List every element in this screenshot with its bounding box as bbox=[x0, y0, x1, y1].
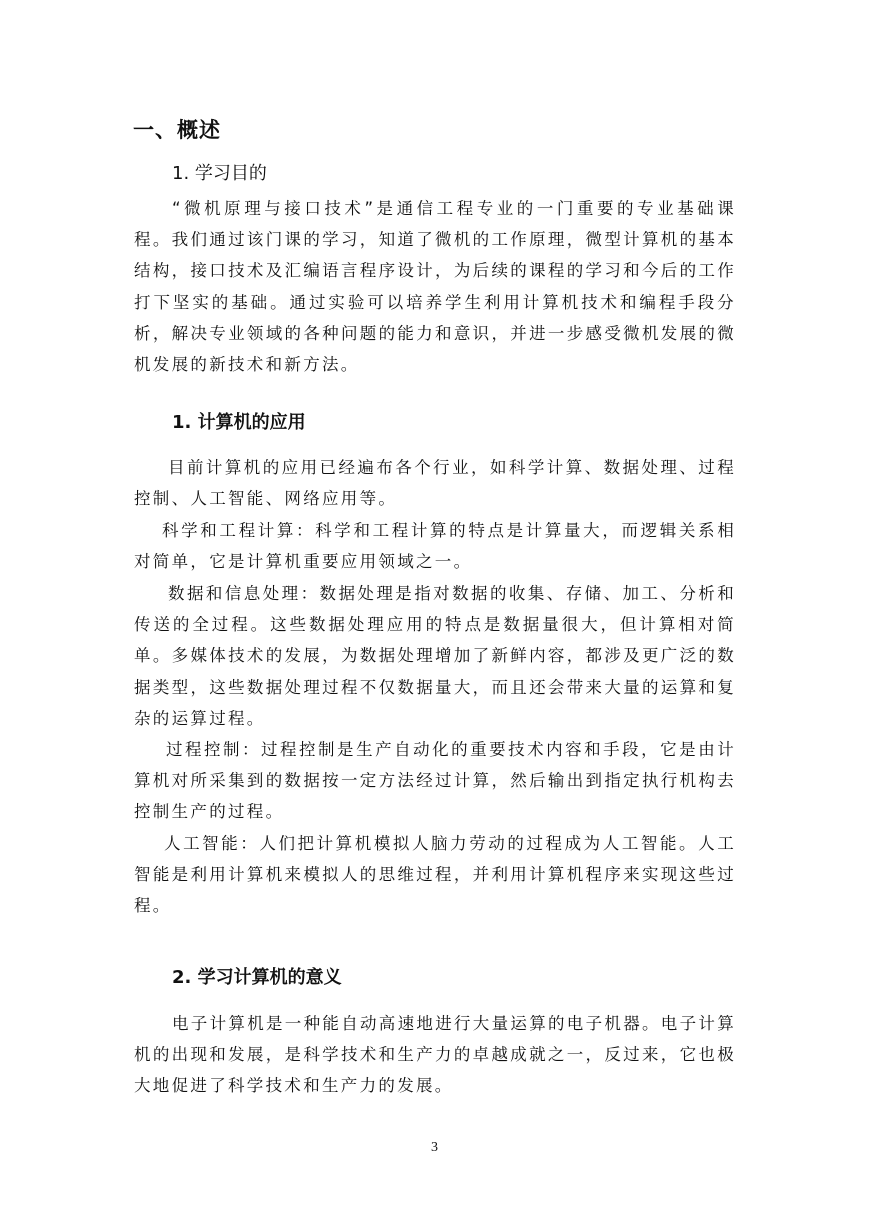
paragraph-applications-overview: 目前计算机的应用已经遍布各个行业，如科学计算、数据处理、过程控制、人工智能、网络应用等。 bbox=[134, 458, 736, 509]
page-number: 3 bbox=[431, 1140, 438, 1155]
paragraph-data-processing: 数据和信息处理：数据处理是指对数据的收集、存储、加工、分析和传送的全过程。这些数据处理应用的特点是数据量很大，但计算相对简单。多媒体技术的发展，为数据处理增加了新鲜内容，都涉及更广泛的数据类型，这些数据处理过程不仅数据量大，而且还会带来大量的运算和复杂的运算过程。 bbox=[134, 584, 736, 728]
paragraph-scientific-computing: 科学和工程计算：科学和工程计算的特点是计算量大，而逻辑关系相对简单，它是计算机重要应用领域之一。 bbox=[134, 521, 736, 572]
paragraph-study-purpose: “微机原理与接口技术”是通信工程专业的一门重要的专业基础课程。我们通过该门课的学习，知道了微机的工作原理，微型计算机的基本结构，接口技术及汇编语言程序设计，为后续的课程的学习和今后的工作打下坚实的基础。通过实验可以培养学生利用计算机技术和编程手段分析，解决专业领域的各种问题的能力和意识，并进一步感受微机发展的微机发展的新技术和新方法。 bbox=[134, 199, 736, 375]
section-title: 一、概述 bbox=[133, 118, 221, 142]
subheading-computer-applications: 1. 计算机的应用 bbox=[172, 412, 306, 433]
paragraph-artificial-intelligence: 人工智能：人们把计算机模拟人脑力劳动的过程成为人工智能。人工智能是利用计算机来模拟人的思维过程，并利用计算机程序来实现这些过程。 bbox=[134, 834, 736, 916]
subheading-significance: 2. 学习计算机的意义 bbox=[172, 967, 342, 988]
subheading-study-purpose: 1. 学习目的 bbox=[172, 163, 267, 184]
paragraph-significance: 电子计算机是一种能自动高速地进行大量运算的电子机器。电子计算机的出现和发展，是科学技术和生产力的卓越成就之一，反过来，它也极大地促进了科学技术和生产力的发展。 bbox=[134, 1014, 736, 1096]
paragraph-process-control: 过程控制：过程控制是生产自动化的重要技术内容和手段，它是由计算机对所采集到的数据按一定方法经过计算，然后输出到指定执行机构去控制生产的过程。 bbox=[134, 740, 736, 822]
